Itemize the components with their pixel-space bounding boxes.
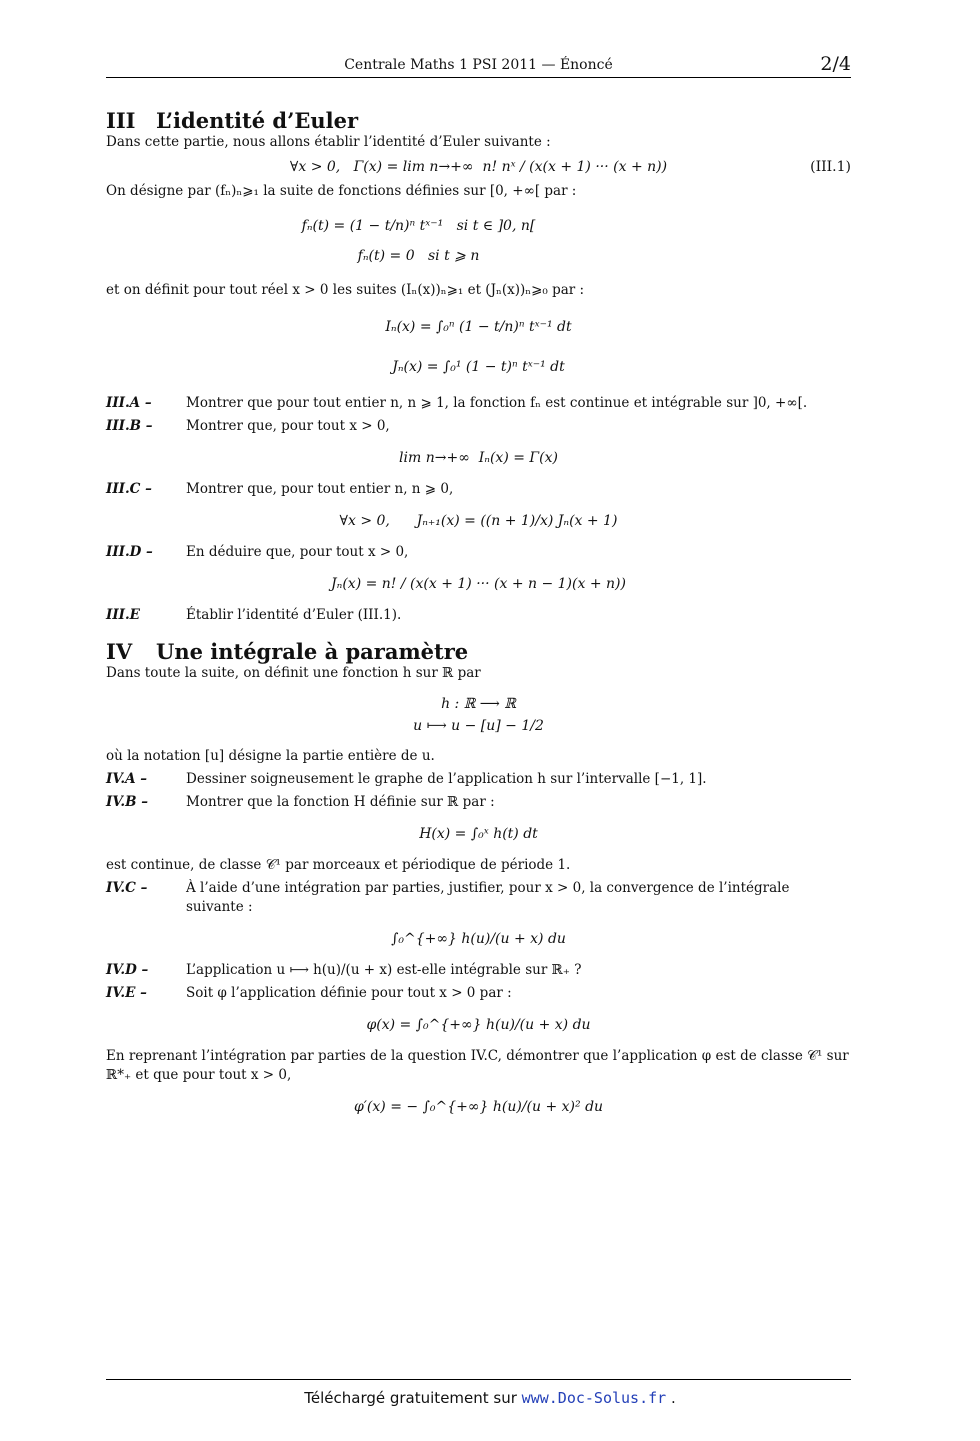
- equation: ∀x > 0, Jₙ₊₁(x) = ((n + 1)/x) Jₙ(x + 1): [339, 513, 618, 529]
- question-item: IV.C – À l’aide d’une intégration par parties, justifier, pour x > 0, la convergence de l’intégrale suivante :: [106, 880, 790, 915]
- equation: φ(x) = ∫₀^{+∞} h(u)/(u + x) du: [366, 1017, 591, 1033]
- paragraph: On désigne par (fₙ)ₙ⩾₁ la suite de fonctions définies sur [0, +∞[ par :: [106, 183, 577, 199]
- equation: ∫₀^{+∞} h(u)/(u + x) du: [391, 931, 566, 947]
- paragraph: est continue, de classe 𝒞¹ par morceaux et périodique de période 1.: [106, 857, 571, 873]
- page-header: [106, 55, 851, 78]
- equation-tag: (III.1): [810, 159, 851, 175]
- question-item: III.D – En déduire que, pour tout x > 0,: [106, 544, 409, 560]
- equation: H(x) = ∫₀ˣ h(t) dt: [419, 826, 538, 842]
- paragraph: En reprenant l’intégration par parties de la question IV.C, démontrer que l’application φ est de classe 𝒞¹ sur ℝ*₊ et que pour tout x > 0,: [106, 1048, 849, 1083]
- equation-fn: fₙ(t) = (1 − t/n)ⁿ tˣ⁻¹ si t ∈ ]0, n[ fₙ(t) = 0 si t ⩾ n: [301, 218, 536, 264]
- question-item: IV.D – L’application u ⟼ h(u)/(u + x) est-elle intégrable sur ℝ₊ ?: [106, 962, 582, 978]
- equation: lim n→+∞ Iₙ(x) = Γ(x): [399, 450, 558, 466]
- equation-in-jn: Iₙ(x) = ∫₀ⁿ (1 − t/n)ⁿ tˣ⁻¹ dt Jₙ(x) = ∫₀¹ (1 − t)ⁿ tˣ⁻¹ dt: [385, 319, 572, 375]
- question-item: IV.A – Dessiner soigneusement le graphe de l’application h sur l’intervalle [−1, 1].: [106, 771, 707, 787]
- section-heading: [106, 108, 851, 133]
- page-footer: Téléchargé gratuitement sur www.Doc-Solus.fr .: [304, 1389, 676, 1407]
- question-item: III.E Établir l’identité d’Euler (III.1).: [106, 607, 402, 623]
- question-item: III.A – Montrer que pour tout entier n, n ⩾ 1, la fonction fₙ est continue et intégrable sur ]0, +∞[.: [106, 395, 808, 411]
- page-content: [106, 108, 851, 1129]
- section-title: Une intégrale à paramètre: [156, 639, 469, 664]
- footer-text: Téléchargé gratuitement sur: [304, 1389, 522, 1407]
- paragraph: Dans toute la suite, on définit une fonction h sur ℝ par: [106, 665, 481, 681]
- equation-h: h : ℝ ⟶ ℝ u ⟼ u − [u] − 1/2: [413, 696, 544, 734]
- equation: φ′(x) = − ∫₀^{+∞} h(u)/(u + x)² du: [353, 1099, 604, 1115]
- equation-euler: ∀x > 0, Γ(x) = lim n→+∞ n! nˣ / (x(x + 1) ··· (x + n)) (III.1): [289, 159, 851, 175]
- section-number: III: [106, 108, 136, 133]
- paragraph: Dans cette partie, nous allons établir l’identité d’Euler suivante :: [106, 134, 551, 150]
- question-item: III.B – Montrer que, pour tout x > 0,: [106, 418, 390, 434]
- question-item: IV.E – Soit φ l’application définie pour tout x > 0 par :: [106, 985, 512, 1001]
- question-item: III.C – Montrer que, pour tout entier n, n ⩾ 0,: [106, 481, 454, 497]
- footer-link[interactable]: www.Doc-Solus.fr: [521, 1389, 667, 1407]
- page-number: 2/4: [820, 53, 851, 75]
- footer-divider: [106, 1379, 851, 1380]
- paragraph: où la notation [u] désigne la partie entière de u.: [106, 748, 435, 764]
- section-heading: [106, 639, 851, 664]
- equation: Jₙ(x) = n! / (x(x + 1) ··· (x + n − 1)(x + n)): [331, 576, 626, 592]
- paragraph: et on définit pour tout réel x > 0 les suites (Iₙ(x))ₙ⩾₁ et (Jₙ(x))ₙ⩾₀ par :: [106, 282, 585, 298]
- section-title: L’identité d’Euler: [156, 108, 359, 133]
- question-item: IV.B – Montrer que la fonction H définie sur ℝ par :: [106, 794, 495, 810]
- section-number: IV: [106, 639, 133, 664]
- header-title: Centrale Maths 1 PSI 2011 — Énoncé: [344, 57, 613, 73]
